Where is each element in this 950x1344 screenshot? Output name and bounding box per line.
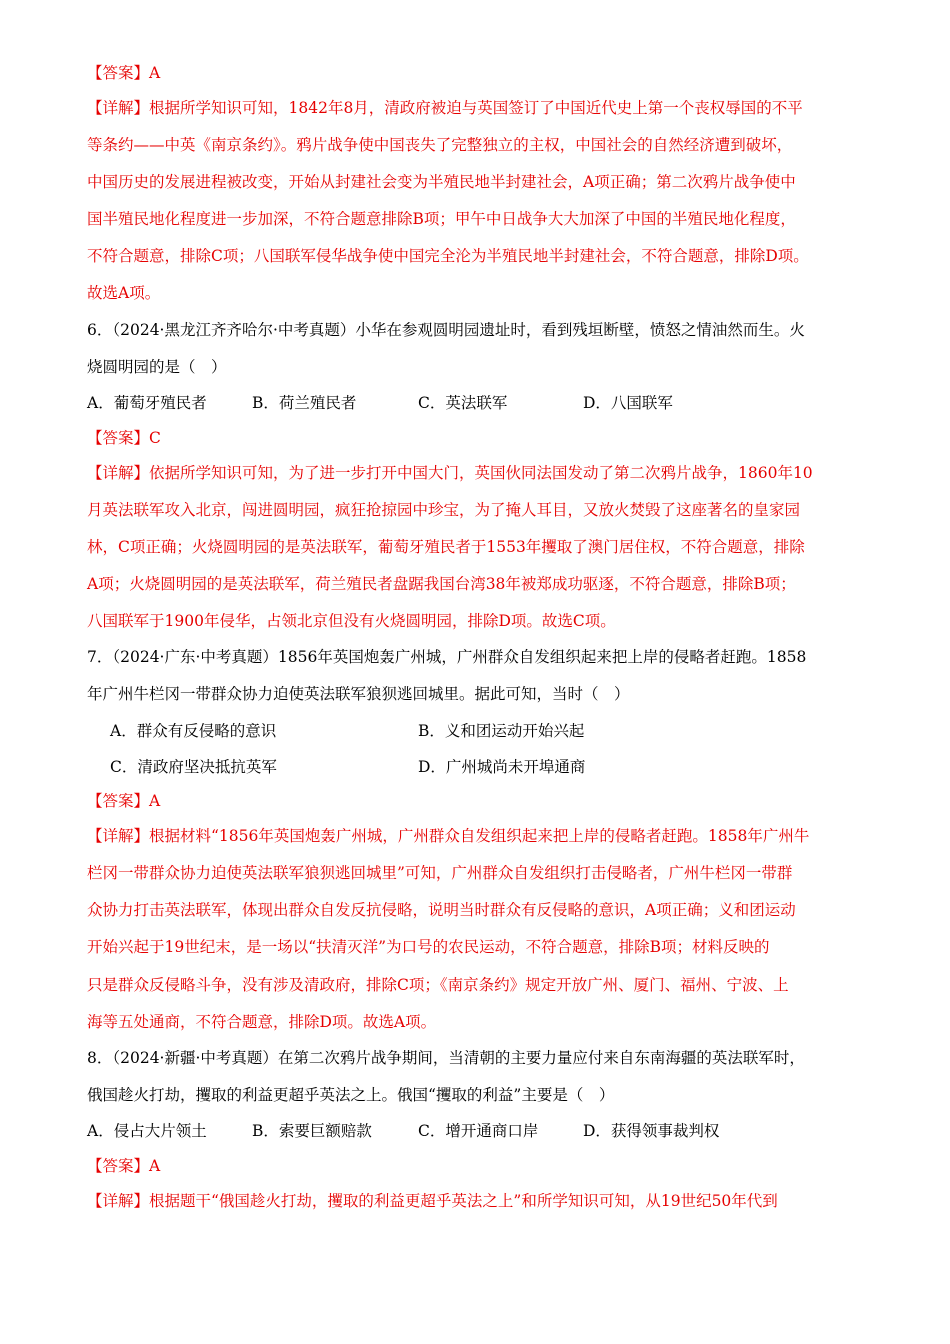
question-text: 俄国趁火打劫，攫取的利益更超乎英法之上。俄国“攫取的利益”主要是（ ） [87,1086,615,1104]
detail-line: 开始兴起于19世纪末，是一场以“扶清灭洋”为口号的农民运动，不符合题意，排除B项；材料反映的 [87,938,770,956]
detail-line: 海等五处通商，不符合题意，排除D项。故选A项。 [87,1013,437,1031]
answer-label: 【答案】C [87,429,161,447]
detail-line: 【详解】根据题干“俄国趁火打劫，攫取的利益更超乎英法之上”和所学知识可知，从19世纪50年代到 [87,1192,778,1210]
detail-line: 众协力打击英法联军，体现出群众自发反抗侵略，说明当时群众有反侵略的意识，A项正确；义和团运动 [87,901,796,919]
option-b: B．索要巨额赔款 [252,1122,372,1140]
detail-line: 中国历史的发展进程被改变，开始从封建社会变为半殖民地半封建社会，A项正确；第二次鸦片战争使中 [87,173,796,191]
detail-line: 【详解】依据所学知识可知，为了进一步打开中国大门，英国伙同法国发动了第二次鸦片战争，1860年10 [87,464,813,482]
answer-label: 【答案】A [87,64,161,82]
detail-line: 月英法联军攻入北京，闯进圆明园，疯狂抢掠园中珍宝，为了掩人耳目，又放火焚毁了这座著名的皇家园 [87,501,801,519]
option-a: A．侵占大片领土 [87,1122,207,1140]
option-a: A．葡萄牙殖民者 [87,394,207,412]
option-c: C．增开通商口岸 [418,1122,539,1140]
detail-line: 故选A项。 [87,284,161,302]
question-text: 烧圆明园的是（ ） [87,358,227,376]
option-b: B．荷兰殖民者 [252,394,357,412]
option-c: C．清政府坚决抵抗英军 [110,758,277,776]
detail-line: 国半殖民地化程度进一步加深，不符合题意排除B项；甲午中日战争大大加深了中国的半殖民地化程度， [87,210,796,228]
detail-line: 八国联军于1900年侵华，占领北京但没有火烧圆明园，排除D项。故选C项。 [87,612,616,630]
detail-line: 栏冈一带群众协力迫使英法联军狼狈逃回城里”可知，广州群众自发组织打击侵略者，广州牛栏冈一带群 [87,864,793,882]
detail-line: 【详解】根据材料“1856年英国炮轰广州城，广州群众自发组织起来把上岸的侵略者赶跑。1858年广州牛 [87,827,810,845]
answer-label: 【答案】A [87,1157,161,1175]
detail-line: 等条约——中英《南京条约》。鸦片战争使中国丧失了完整独立的主权，中国社会的自然经济遭到破坏， [87,136,793,154]
option-b: B．义和团运动开始兴起 [418,722,585,740]
detail-line: 【详解】根据所学知识可知，1842年8月，清政府被迫与英国签订了中国近代史上第一个丧权辱国的不平 [87,99,803,117]
question-text: 8．（2024·新疆·中考真题）在第二次鸦片战争期间，当清朝的主要力量应付来自东南海疆的英法联军时， [87,1049,805,1067]
answer-label: 【答案】A [87,792,161,810]
detail-line: A项；火烧圆明园的是英法联军，荷兰殖民者盘踞我国台湾38年被郑成功驱逐，不符合题意，排除B项； [87,575,796,593]
question-text: 6．（2024·黑龙江齐齐哈尔·中考真题）小华在参观圆明园遗址时，看到残垣断壁，愤怒之情油然而生。火 [87,321,805,339]
detail-line: 只是群众反侵略斗争，没有涉及清政府，排除C项；《南京条约》规定开放广州、厦门、福州、宁波、上 [87,976,789,994]
detail-line: 林，C项正确；火烧圆明园的是英法联军，葡萄牙殖民者于1553年攫取了澳门居住权，不符合题意，排除 [87,538,805,556]
option-c: C．英法联军 [418,394,508,412]
detail-line: 不符合题意，排除C项；八国联军侵华战争使中国完全沦为半殖民地半封建社会，不符合题意，排除D项。 [87,247,809,265]
option-d: D．广州城尚未开埠通商 [418,758,586,776]
option-d: D．八国联军 [583,394,673,412]
option-d: D．获得领事裁判权 [583,1122,720,1140]
option-a: A．群众有反侵略的意识 [110,722,277,740]
question-text: 7．（2024·广东·中考真题）1856年英国炮轰广州城，广州群众自发组织起来把上岸的侵略者赶跑。1858 [87,648,807,666]
question-text: 年广州牛栏冈一带群众协力迫使英法联军狼狈逃回城里。据此可知，当时（ ） [87,685,630,703]
